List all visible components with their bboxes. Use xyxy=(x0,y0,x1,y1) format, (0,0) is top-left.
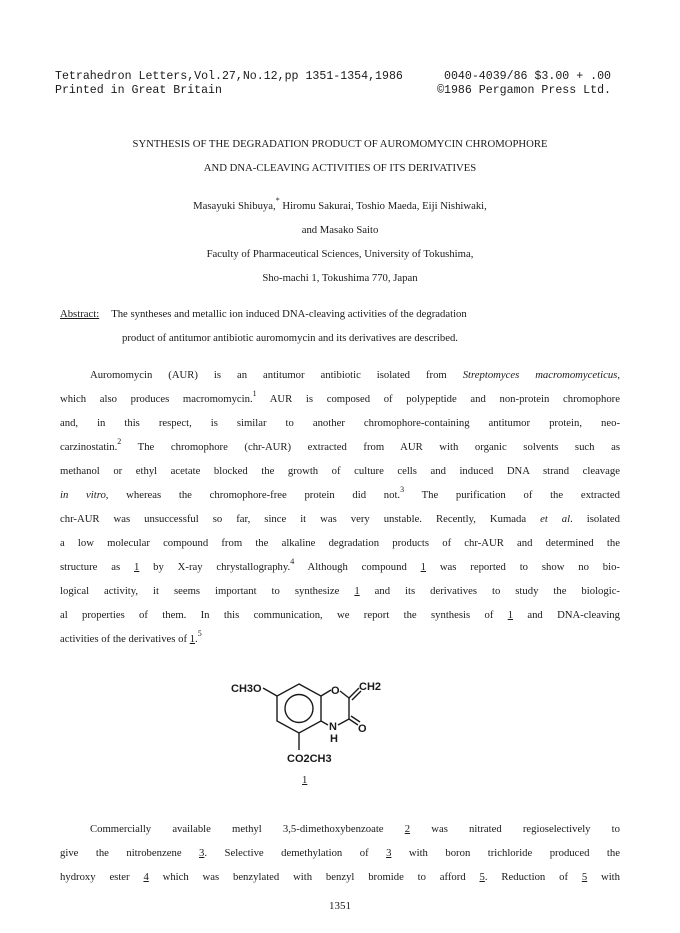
chemical-structure-1 xyxy=(225,672,385,782)
body-line-13: Commercially available methyl 3,5-dimethoxybenzoate 2 was nitrated regioselectively to xyxy=(90,823,620,835)
carbonyl-oxygen-label: O xyxy=(358,723,367,735)
body-line-5: methanol or ethyl acetate blocked the growth of culture cells and induced DNA strand cleavage xyxy=(60,465,620,477)
abstract-line-1 xyxy=(60,308,620,320)
body-line-1: Auromomycin (AUR) is an antitumor antibiotic isolated from Streptomyces macromomyceticus, xyxy=(90,369,620,381)
body-line-12: activities of the derivatives of 1.$^5$ xyxy=(60,629,202,645)
copyright: ©1986 Pergamon Press Ltd. xyxy=(437,84,611,97)
abstract-text-1: The syntheses and metallic ion induced DNA-cleaving activities of the degradation xyxy=(111,308,467,320)
body-line-2: which also produces macromomycin.$^1$ AUR is composed of polypeptide and non-protein chromophore xyxy=(60,389,620,405)
body-line-6: in vitro, whereas the chromophore-free protein did not.$^3$ The purification of the extracted xyxy=(60,485,620,501)
body-line-14: give the nitrobenzene 3. Selective demethylation of 3 with boron trichloride produced the xyxy=(60,847,620,859)
body-line-4: carzinostatin.$^2$ The chromophore (chr-AUR) extracted from AUR with organic solvents such as xyxy=(60,437,620,453)
title-line-2: AND DNA-CLEAVING ACTIVITIES OF ITS DERIVATIVES xyxy=(203,162,477,174)
benzene-ring xyxy=(277,684,321,733)
running-header xyxy=(55,70,611,98)
ref-2: 2 xyxy=(117,437,122,446)
compound-ref: 5 xyxy=(479,871,485,883)
authors-line-2: and Masako Saito xyxy=(301,224,379,236)
page-number: 1351 xyxy=(329,900,351,912)
aromatic-circle xyxy=(285,695,313,723)
ref-4: 4 xyxy=(290,557,295,566)
ref-1: 1 xyxy=(252,389,257,398)
abstract-line-2: product of antitumor antibiotic auromomycin and its derivatives are described. xyxy=(122,332,458,344)
ref-3: 3 xyxy=(400,485,405,494)
body-line-10: logical activity, it seems important to synthesize 1 and its derivatives to study the biologic- xyxy=(60,585,620,597)
journal-citation: Tetrahedron Letters,Vol.27,No.12,pp 1351-1354,1986 xyxy=(55,70,403,83)
issn-price: 0040-4039/86 $3.00 + .00 xyxy=(444,70,611,83)
in-vitro: in vitro xyxy=(60,489,106,501)
abstract-label: Abstract: xyxy=(60,308,100,320)
co2ch3-label: CO2CH3 xyxy=(287,753,332,765)
compound-ref: 3 xyxy=(386,847,392,859)
affiliation-line-1: Faculty of Pharmaceutical Sciences, University of Tokushima, xyxy=(206,248,474,260)
body-line-11: al properties of them. In this communication, we report the synthesis of 1 and DNA-cleaving xyxy=(60,609,620,621)
body-line-9: structure as 1 by X-ray chrystallography.$^4$ Although compound 1 was reported to show no bio- xyxy=(60,557,620,573)
body-line-7: chr-AUR was unsuccessful so far, since it was very unstable. Recently, Kumada et al. isolated xyxy=(60,513,620,525)
compound-ref: 1 xyxy=(189,633,196,645)
nitrogen-label: N xyxy=(329,721,337,733)
compound-ref: 4 xyxy=(143,871,149,883)
body-line-3: and, in this respect, is similar to another chromophore-containing antitumor protein, neo- xyxy=(60,417,620,429)
body-line-8: a low molecular compound from the alkaline degradation products of chr-AUR and determined the xyxy=(60,537,620,549)
title-line-1: SYNTHESIS OF THE DEGRADATION PRODUCT OF AUROMOMYCIN CHROMOPHORE xyxy=(132,138,548,150)
printed-location: Printed in Great Britain xyxy=(55,84,222,97)
ch3o-label: CH3O xyxy=(231,683,262,695)
body-line-15: hydroxy ester 4 which was benzylated with benzyl bromide to afford 5. Reduction of 5 with xyxy=(60,871,620,883)
authors-rest: Hiromu Sakurai, Toshio Maeda, Eiji Nishiwaki, xyxy=(279,200,487,212)
compound-ref: 3 xyxy=(199,847,205,859)
compound-ref: 1 xyxy=(507,609,514,621)
compound-ref: 2 xyxy=(404,823,411,835)
et-al: et al xyxy=(540,513,571,525)
ring-oxygen-label: O xyxy=(331,685,340,697)
ref-5: 5 xyxy=(197,629,202,638)
compound-label: 1 xyxy=(302,774,308,786)
species-name: Streptomyces macromomyceticus xyxy=(462,369,618,381)
hydrogen-label: H xyxy=(330,733,338,745)
affiliation-line-2: Sho-machi 1, Tokushima 770, Japan xyxy=(262,272,418,284)
ch2-label: CH2 xyxy=(359,681,382,693)
compound-ref: 1 xyxy=(354,585,360,597)
authors-line-1 xyxy=(0,196,680,212)
corresponding-author-mark: * xyxy=(275,196,280,205)
compound-ref: 1 xyxy=(133,561,140,573)
compound-ref: 1 xyxy=(420,561,426,573)
compound-ref: 5 xyxy=(581,871,588,883)
author-shibuya: Masayuki Shibuya, xyxy=(193,200,276,212)
